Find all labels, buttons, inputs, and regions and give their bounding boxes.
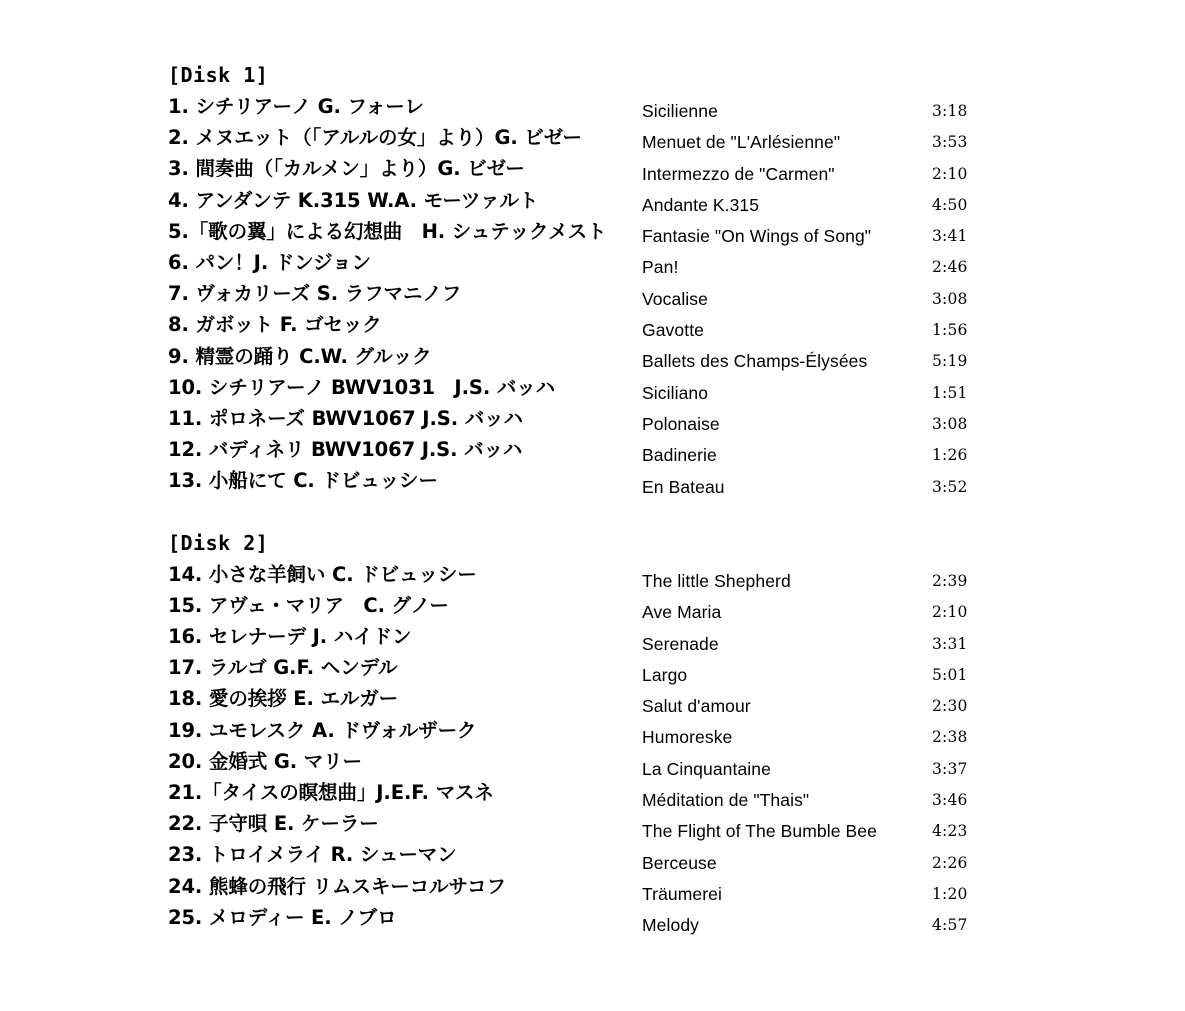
duration-17: 5:01 (932, 665, 968, 684)
en-title-15: Ave Maria (642, 602, 722, 623)
table-row (642, 409, 1042, 440)
duration-24: 1:20 (932, 884, 968, 903)
jp-track-3: 3. 間奏曲（「カルメン」より）G. ビゼー (168, 157, 525, 181)
table-row (642, 472, 1042, 503)
en-title-22: The Flight of The Bumble Bee (642, 821, 877, 842)
duration-4: 4:50 (932, 195, 968, 214)
table-row (642, 221, 1042, 252)
table-row (642, 159, 1042, 190)
en-title-14: The little Shepherd (642, 571, 791, 591)
table-row (642, 660, 1042, 691)
english-title-column-disk-2 (642, 566, 1042, 942)
jp-track-10: 10. シチリアーノ BWV1031 J.S. バッハ (168, 375, 556, 399)
duration-10: 1:51 (932, 383, 968, 402)
en-title-9: Ballets des Champs-Élysées (642, 351, 868, 372)
japanese-title-column (168, 60, 638, 933)
table-row (642, 848, 1042, 879)
table-row (642, 284, 1042, 315)
duration-19: 2:38 (932, 728, 968, 747)
jp-track-11: 11. ポロネーズ BWV1067 J.S. バッハ (168, 407, 523, 431)
jp-track-24: 24. 熊蜂の飛行 リムスキーコルサコフ (168, 874, 506, 898)
en-title-5: Fantasie "On Wings of Song" (642, 226, 872, 247)
en-title-13: En Bateau (642, 476, 725, 497)
duration-21: 3:46 (932, 791, 968, 810)
jp-track-4: 4. アンダンテ K.315 W.A. モーツァルト (168, 188, 539, 212)
en-title-12: Badinerie (642, 445, 717, 466)
table-row (642, 910, 1042, 941)
en-title-1: Sicilienne (642, 101, 718, 121)
en-title-7: Vocalise (642, 288, 708, 309)
en-title-19: Humoreske (642, 727, 733, 748)
table-row (642, 566, 1042, 597)
table-row (642, 816, 1042, 847)
jp-track-22: 22. 子守唄 E. ケーラー (168, 812, 379, 836)
table-row (642, 315, 1042, 346)
jp-track-16: 16. セレナーデ J. ハイドン (168, 625, 412, 649)
duration-1: 3:18 (932, 102, 968, 120)
jp-track-15: 15. アヴェ・マリア C. グノー (168, 593, 449, 617)
table-row (642, 346, 1042, 377)
jp-track-18: 18. 愛の挨拶 E. エルガー (168, 687, 399, 711)
en-title-23: Berceuse (642, 852, 717, 873)
jp-track-9: 9. 精霊の踊り C.W. グルック (168, 344, 432, 368)
jp-track-7: 7. ヴォカリーズ S. ラフマニノフ (168, 282, 462, 306)
en-title-3: Intermezzo de "Carmen" (642, 163, 835, 184)
duration-13: 3:52 (932, 477, 968, 496)
table-row (642, 629, 1042, 660)
table-row (642, 378, 1042, 409)
duration-9: 5:19 (932, 352, 968, 371)
en-title-20: La Cinquantaine (642, 758, 771, 779)
jp-track-25: 25. メロディー E. ノブロ (168, 905, 397, 929)
en-title-8: Gavotte (642, 320, 704, 341)
duration-23: 2:26 (932, 853, 968, 872)
duration-3: 2:10 (932, 164, 968, 183)
table-row (642, 252, 1042, 283)
jp-track-5: 5.「歌の翼」による幻想曲 H. シュテックメスト (168, 219, 607, 243)
jp-track-19: 19. ユモレスク A. ドヴォルザーク (168, 718, 477, 742)
en-title-2: Menuet de "L'Arlésienne" (642, 132, 841, 153)
disk-2-header: [Disk 2] (168, 530, 269, 555)
table-row (642, 691, 1042, 722)
en-title-24: Träumerei (642, 883, 722, 904)
en-title-25: Melody (642, 915, 700, 936)
duration-20: 3:37 (932, 759, 968, 778)
disk-separator-space (168, 497, 638, 528)
jp-track-13: 13. 小船にて C. ドビュッシー (168, 469, 438, 493)
jp-track-20: 20. 金婚式 G. マリー (168, 749, 362, 773)
duration-12: 1:26 (932, 446, 968, 465)
duration-5: 3:41 (932, 227, 968, 246)
table-row (642, 440, 1042, 471)
jp-track-23: 23. トロイメライ R. シューマン (168, 843, 457, 867)
table-row (642, 879, 1042, 910)
jp-track-14: 14. 小さな羊飼い C. ドビュッシー (168, 562, 477, 586)
table-row (642, 96, 1042, 127)
table-row (642, 127, 1042, 158)
en-title-4: Andante K.315 (642, 194, 760, 215)
duration-14: 2:39 (932, 572, 968, 590)
en-title-21: Méditation de "Thais" (642, 790, 810, 811)
duration-25: 4:57 (932, 916, 968, 935)
duration-7: 3:08 (932, 289, 968, 308)
jp-track-1: 1. シチリアーノ G. フォーレ (168, 95, 424, 118)
table-row (642, 722, 1042, 753)
jp-track-12: 12. バディネリ BWV1067 J.S. バッハ (168, 438, 523, 462)
duration-18: 2:30 (932, 697, 968, 716)
jp-track-17: 17. ラルゴ G.F. ヘンデル (168, 656, 398, 680)
en-title-6: Pan! (642, 257, 679, 278)
disk-1-header: [Disk 1] (168, 63, 269, 87)
en-title-17: Largo (642, 664, 688, 685)
table-row (642, 785, 1042, 816)
english-title-column-disk-1 (642, 96, 1042, 503)
duration-11: 3:08 (932, 414, 968, 433)
table-row (642, 597, 1042, 628)
jp-track-6: 6. パン！J. ドンジョン (168, 251, 371, 275)
duration-8: 1:56 (932, 321, 968, 340)
en-title-16: Serenade (642, 633, 719, 654)
duration-2: 3:53 (932, 133, 968, 152)
duration-6: 2:46 (932, 258, 968, 277)
jp-track-21: 21.「タイスの瞑想曲」J.E.F. マスネ (168, 781, 494, 805)
duration-15: 2:10 (932, 603, 968, 622)
table-row (642, 190, 1042, 221)
jp-track-8: 8. ガボット F. ゴセック (168, 313, 382, 337)
en-title-18: Salut d'amour (642, 696, 751, 717)
jp-track-2: 2. メヌエット（「アルルの女」より）G. ビゼー (168, 126, 582, 150)
table-row (642, 754, 1042, 785)
duration-16: 3:31 (932, 634, 968, 653)
duration-22: 4:23 (932, 822, 968, 841)
en-title-10: Siciliano (642, 382, 709, 403)
en-title-11: Polonaise (642, 413, 720, 434)
